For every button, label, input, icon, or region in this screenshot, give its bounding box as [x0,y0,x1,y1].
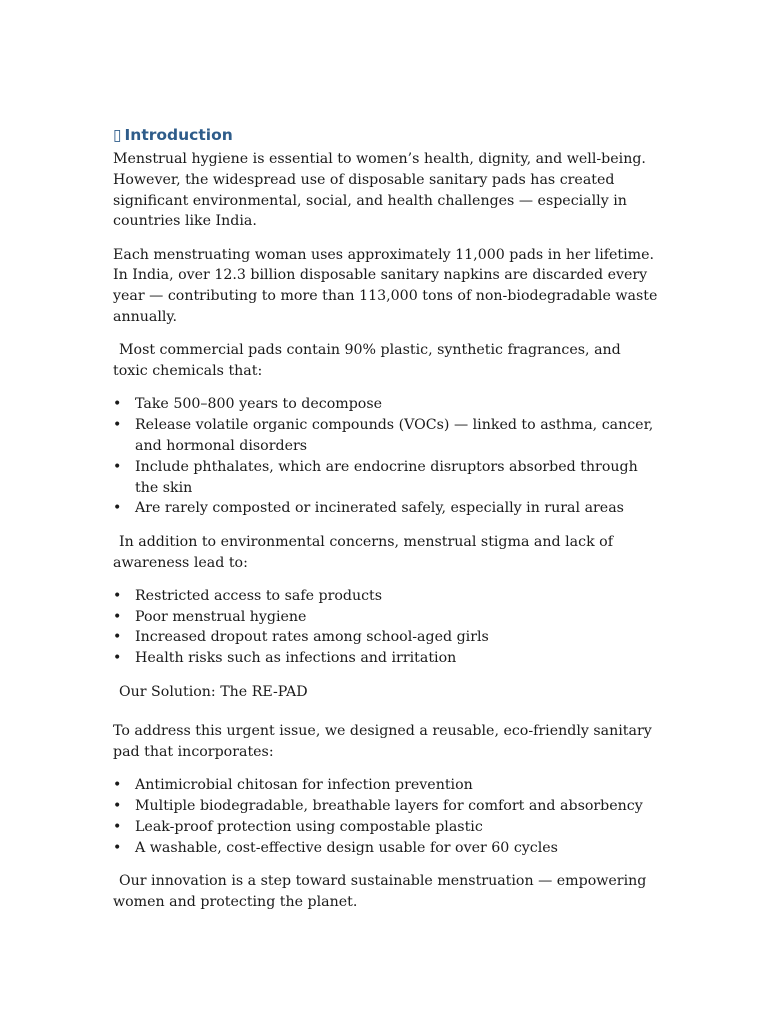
list-item: • Poor menstrual hygiene [113,607,658,628]
stigma-list [113,586,658,669]
paragraph-chemicals-lead: Most commercial pads contain 90% plastic, synthetic fragrances, and toxic chemicals that: [113,342,621,380]
paragraph-intro: Menstrual hygiene is essential to women’s health, dignity, and well-being. However, the widespread use of disposable sanitary pads has created significant environmental, social, and health challenges — especially in countries like India. [113,151,646,230]
list-item: • Increased dropout rates among school-aged girls [113,627,658,648]
paragraph-statistics: Each menstruating woman uses approximately 11,000 pads in her lifetime. In India, over 12.3 billion disposable sanitary napkins are discarded every year — contributing to more than 113,000 tons of non-biodegradable waste annually. [113,246,658,326]
heading-title: Introduction [124,126,233,144]
list-item: • A washable, cost-effective design usable for over 60 cycles [113,838,658,859]
chemicals-list [113,394,658,519]
document-body [113,124,658,925]
features-list [113,775,658,858]
list-item: • Are rarely composted or incinerated safely, especially in rural areas [113,498,658,519]
list-item: • Multiple biodegradable, breathable layers for comfort and absorbency [113,796,658,817]
list-item: • Leak-proof protection using compostable plastic [113,817,658,838]
solution-subheading: Our Solution: The RE-PAD [119,683,308,700]
list-item: • Take 500–800 years to decompose [113,394,658,415]
list-item: • Antimicrobial chitosan for infection prevention [113,775,658,796]
paragraph-conclusion: Our innovation is a step toward sustainable menstruation — empowering women and protecting the planet. [113,873,647,910]
list-item: • Include phthalates, which are endocrine disruptors absorbed through the skin [113,457,658,499]
list-item: • Restricted access to safe products [113,586,658,607]
introduction-heading [113,124,658,146]
list-item: • Health risks such as infections and irritation [113,648,658,669]
missing-glyph-icon: ▯ [113,126,122,144]
paragraph-solution: To address this urgent issue, we designed a reusable, eco-friendly sanitary pad that incorporates: [113,723,652,761]
paragraph-stigma-lead: In addition to environmental concerns, menstrual stigma and lack of awareness lead to: [113,533,613,571]
list-item: • Release volatile organic compounds (VOCs) — linked to asthma, cancer, and hormonal disorders [113,415,658,457]
